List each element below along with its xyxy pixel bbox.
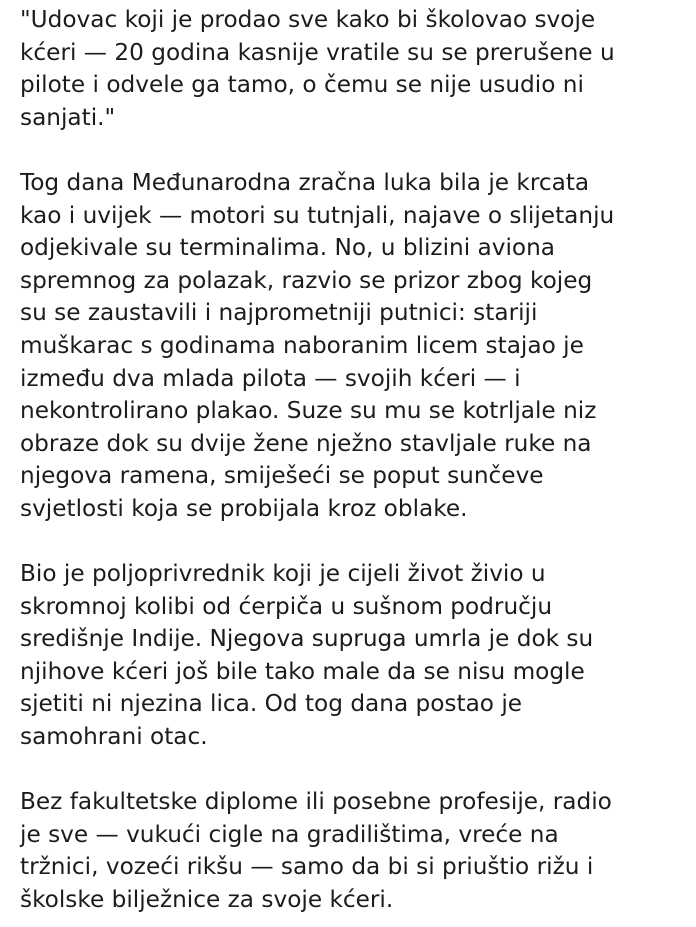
text-line: obraze dok su dvije žene nježno stavljale ruke na: [20, 429, 592, 457]
text-line: samohrani otac.: [20, 723, 208, 751]
text-line: njegova ramena, smiješeći se poput sunčeve: [20, 462, 544, 490]
text-line: središnje Indije. Njegova supruga umrla je dok su: [20, 625, 594, 653]
post-text: [20, 4, 688, 917]
paragraph-spacer: [20, 134, 688, 167]
paragraph: [20, 786, 688, 916]
text-line: Bez fakultetske diplome ili posebne profesije, radio: [20, 788, 612, 816]
text-line: "Udovac koji je prodao sve kako bi školovao svoje: [20, 6, 596, 33]
text-line: između dva mlada pilota — svojih kćeri — i: [20, 364, 521, 392]
text-line: nekontrolirano plakao. Suze su mu se kotrljale niz: [20, 397, 597, 425]
text-line: svjetlosti koja se probijala kroz oblake.: [20, 494, 468, 522]
paragraph-spacer: [20, 754, 688, 787]
text-line: su se zaustavili i najprometniji putnici: stariji: [20, 299, 538, 327]
text-line: školske bilježnice za svoje kćeri.: [20, 886, 394, 914]
text-line: je sve — vukući cigle na gradilištima, vreće na: [20, 820, 559, 848]
text-line: odjekivale su terminalima. No, u blizini aviona: [20, 234, 556, 262]
paragraph: [20, 4, 688, 134]
text-line: kao i uvijek — motori su tutnjali, najave o slijetanju: [20, 201, 615, 229]
paragraph: [20, 558, 688, 754]
text-line: Tog dana Međunarodna zračna luka bila je krcata: [20, 168, 590, 196]
text-line: sjetiti ni njezina lica. Od tog dana postao je: [20, 690, 523, 718]
text-line: spremnog za polazak, razvio se prizor zbog kojeg: [20, 266, 593, 294]
text-line: kćeri — 20 godina kasnije vratile su se prerušene u: [20, 38, 615, 66]
text-line: pilote i odvele ga tamo, o čemu se nije usudio ni: [20, 71, 584, 99]
text-line: sanjati.": [20, 103, 116, 131]
text-line: muškarac s godinama naboranim licem stajao je: [20, 331, 584, 359]
text-line: tržnici, vozeći rikšu — samo da bi si priuštio rižu i: [20, 853, 594, 881]
text-line: njihove kćeri još bile tako male da se nisu mogle: [20, 657, 585, 685]
paragraph: [20, 167, 688, 526]
paragraph-spacer: [20, 526, 688, 559]
text-line: skromnoj kolibi od ćerpiča u sušnom području: [20, 592, 553, 620]
text-line: Bio je poljoprivrednik koji je cijeli život živio u: [20, 560, 546, 588]
